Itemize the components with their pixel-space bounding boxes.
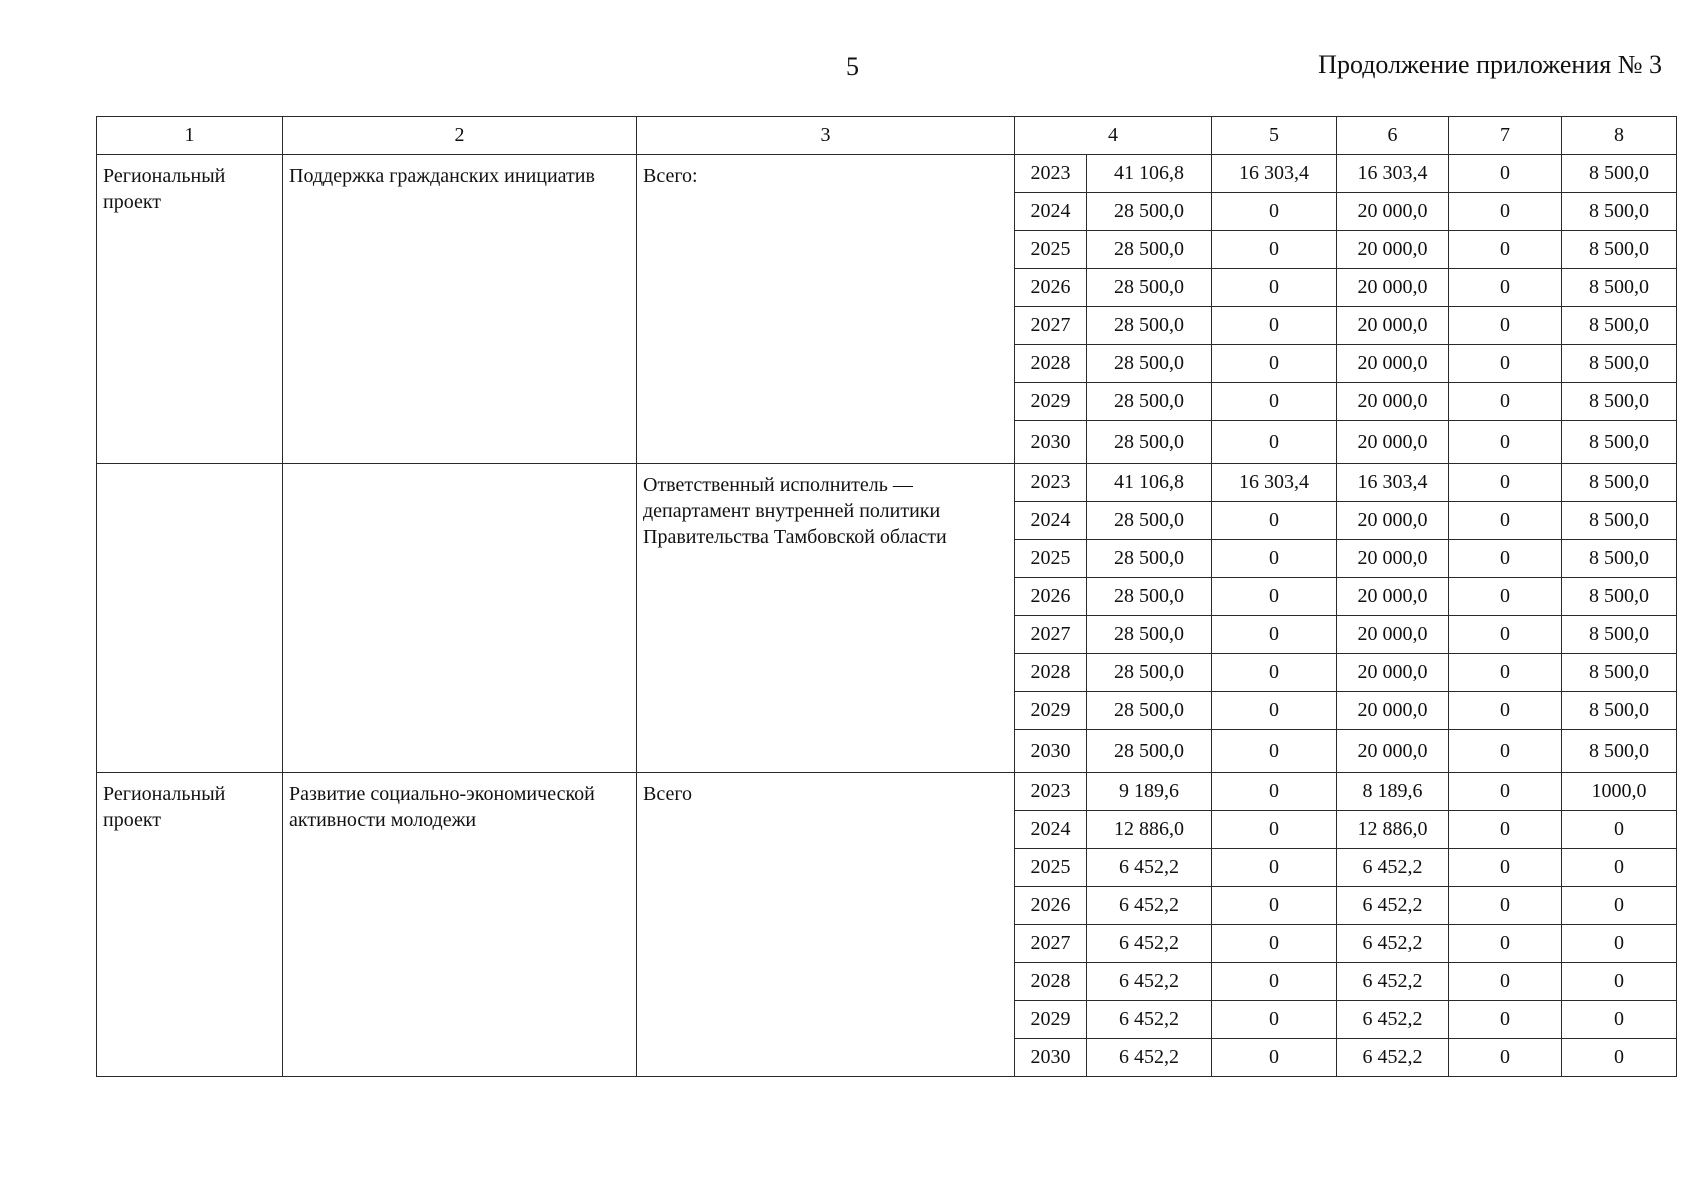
value-cell: 9 189,6 bbox=[1087, 773, 1212, 811]
value-cell: 0 bbox=[1212, 269, 1337, 307]
value-cell: 20 000,0 bbox=[1337, 540, 1449, 578]
header-cell: 3 bbox=[637, 117, 1015, 155]
value-cell: 0 bbox=[1449, 269, 1562, 307]
year-cell: 2024 bbox=[1015, 193, 1087, 231]
value-cell: 6 452,2 bbox=[1337, 1039, 1449, 1077]
value-cell: 6 452,2 bbox=[1337, 925, 1449, 963]
value-cell: 8 500,0 bbox=[1562, 730, 1677, 773]
value-cell: 0 bbox=[1212, 887, 1337, 925]
value-cell: 12 886,0 bbox=[1337, 811, 1449, 849]
value-cell: 0 bbox=[1212, 540, 1337, 578]
year-cell: 2028 bbox=[1015, 963, 1087, 1001]
value-cell: 6 452,2 bbox=[1337, 849, 1449, 887]
value-cell: 28 500,0 bbox=[1087, 421, 1212, 464]
value-cell: 6 452,2 bbox=[1087, 925, 1212, 963]
value-cell: 0 bbox=[1449, 155, 1562, 193]
value-cell: 0 bbox=[1212, 849, 1337, 887]
value-cell: 0 bbox=[1212, 345, 1337, 383]
value-cell: 0 bbox=[1212, 692, 1337, 730]
value-cell: 0 bbox=[1449, 464, 1562, 502]
value-cell: 0 bbox=[1212, 654, 1337, 692]
value-cell: 8 500,0 bbox=[1562, 502, 1677, 540]
type-cell: Региональный проект bbox=[97, 155, 283, 464]
year-cell: 2023 bbox=[1015, 773, 1087, 811]
value-cell: 0 bbox=[1449, 1039, 1562, 1077]
value-cell: 8 500,0 bbox=[1562, 231, 1677, 269]
value-cell: 0 bbox=[1562, 1001, 1677, 1039]
value-cell: 28 500,0 bbox=[1087, 730, 1212, 773]
value-cell: 20 000,0 bbox=[1337, 193, 1449, 231]
value-cell: 0 bbox=[1212, 307, 1337, 345]
value-cell: 0 bbox=[1212, 811, 1337, 849]
value-cell: 0 bbox=[1449, 773, 1562, 811]
header-cell: 7 bbox=[1449, 117, 1562, 155]
value-cell: 8 500,0 bbox=[1562, 269, 1677, 307]
table-row bbox=[97, 464, 1677, 502]
value-cell: 8 500,0 bbox=[1562, 193, 1677, 231]
header-cell: 5 bbox=[1212, 117, 1337, 155]
value-cell: 28 500,0 bbox=[1087, 383, 1212, 421]
value-cell: 0 bbox=[1449, 654, 1562, 692]
year-cell: 2027 bbox=[1015, 925, 1087, 963]
value-cell: 20 000,0 bbox=[1337, 654, 1449, 692]
value-cell: 6 452,2 bbox=[1087, 849, 1212, 887]
value-cell: 0 bbox=[1449, 730, 1562, 773]
year-cell: 2023 bbox=[1015, 155, 1087, 193]
value-cell: 20 000,0 bbox=[1337, 692, 1449, 730]
value-cell: 20 000,0 bbox=[1337, 616, 1449, 654]
value-cell: 28 500,0 bbox=[1087, 578, 1212, 616]
year-cell: 2030 bbox=[1015, 421, 1087, 464]
value-cell: 0 bbox=[1449, 193, 1562, 231]
value-cell: 0 bbox=[1449, 383, 1562, 421]
year-cell: 2030 bbox=[1015, 730, 1087, 773]
header-cell: 1 bbox=[97, 117, 283, 155]
value-cell: 0 bbox=[1449, 345, 1562, 383]
value-cell: 41 106,8 bbox=[1087, 464, 1212, 502]
value-cell: 20 000,0 bbox=[1337, 231, 1449, 269]
value-cell: 8 500,0 bbox=[1562, 654, 1677, 692]
table-body bbox=[97, 155, 1677, 1077]
value-cell: 8 189,6 bbox=[1337, 773, 1449, 811]
value-cell: 0 bbox=[1449, 811, 1562, 849]
year-cell: 2029 bbox=[1015, 383, 1087, 421]
value-cell: 20 000,0 bbox=[1337, 578, 1449, 616]
year-cell: 2027 bbox=[1015, 307, 1087, 345]
value-cell: 28 500,0 bbox=[1087, 502, 1212, 540]
year-cell: 2025 bbox=[1015, 231, 1087, 269]
value-cell: 16 303,4 bbox=[1337, 464, 1449, 502]
executor-cell: Всего bbox=[637, 773, 1015, 1077]
value-cell: 20 000,0 bbox=[1337, 307, 1449, 345]
table-row bbox=[97, 773, 1677, 811]
value-cell: 20 000,0 bbox=[1337, 345, 1449, 383]
year-cell: 2026 bbox=[1015, 269, 1087, 307]
value-cell: 0 bbox=[1449, 692, 1562, 730]
value-cell: 0 bbox=[1562, 887, 1677, 925]
name-cell bbox=[283, 464, 637, 773]
year-cell: 2028 bbox=[1015, 345, 1087, 383]
value-cell: 20 000,0 bbox=[1337, 502, 1449, 540]
year-cell: 2026 bbox=[1015, 887, 1087, 925]
value-cell: 6 452,2 bbox=[1337, 1001, 1449, 1039]
value-cell: 8 500,0 bbox=[1562, 616, 1677, 654]
name-cell: Развитие социально-экономической активности молодежи bbox=[283, 773, 637, 1077]
value-cell: 0 bbox=[1449, 887, 1562, 925]
value-cell: 0 bbox=[1212, 502, 1337, 540]
value-cell: 20 000,0 bbox=[1337, 269, 1449, 307]
value-cell: 28 500,0 bbox=[1087, 540, 1212, 578]
year-cell: 2023 bbox=[1015, 464, 1087, 502]
table-row bbox=[97, 155, 1677, 193]
value-cell: 0 bbox=[1562, 849, 1677, 887]
value-cell: 0 bbox=[1449, 925, 1562, 963]
value-cell: 8 500,0 bbox=[1562, 345, 1677, 383]
header-cell: 8 bbox=[1562, 117, 1677, 155]
year-cell: 2026 bbox=[1015, 578, 1087, 616]
value-cell: 0 bbox=[1562, 1039, 1677, 1077]
value-cell: 20 000,0 bbox=[1337, 383, 1449, 421]
value-cell: 41 106,8 bbox=[1087, 155, 1212, 193]
value-cell: 8 500,0 bbox=[1562, 692, 1677, 730]
type-cell: Региональный проект bbox=[97, 773, 283, 1077]
header-cell: 4 bbox=[1015, 117, 1212, 155]
value-cell: 0 bbox=[1562, 925, 1677, 963]
value-cell: 0 bbox=[1212, 616, 1337, 654]
value-cell: 16 303,4 bbox=[1212, 155, 1337, 193]
year-cell: 2030 bbox=[1015, 1039, 1087, 1077]
value-cell: 0 bbox=[1449, 502, 1562, 540]
value-cell: 28 500,0 bbox=[1087, 654, 1212, 692]
budget-table bbox=[96, 116, 1677, 1077]
value-cell: 0 bbox=[1449, 421, 1562, 464]
value-cell: 28 500,0 bbox=[1087, 193, 1212, 231]
value-cell: 0 bbox=[1449, 963, 1562, 1001]
value-cell: 0 bbox=[1212, 1001, 1337, 1039]
header-cell: 6 bbox=[1337, 117, 1449, 155]
value-cell: 0 bbox=[1449, 540, 1562, 578]
value-cell: 28 500,0 bbox=[1087, 345, 1212, 383]
year-cell: 2027 bbox=[1015, 616, 1087, 654]
header-row bbox=[97, 117, 1677, 155]
value-cell: 20 000,0 bbox=[1337, 730, 1449, 773]
value-cell: 8 500,0 bbox=[1562, 307, 1677, 345]
value-cell: 0 bbox=[1212, 578, 1337, 616]
value-cell: 16 303,4 bbox=[1212, 464, 1337, 502]
value-cell: 6 452,2 bbox=[1337, 963, 1449, 1001]
value-cell: 0 bbox=[1212, 1039, 1337, 1077]
value-cell: 0 bbox=[1212, 421, 1337, 464]
executor-cell: Всего: bbox=[637, 155, 1015, 464]
type-cell bbox=[97, 464, 283, 773]
value-cell: 8 500,0 bbox=[1562, 421, 1677, 464]
value-cell: 0 bbox=[1212, 231, 1337, 269]
value-cell: 0 bbox=[1449, 578, 1562, 616]
value-cell: 1000,0 bbox=[1562, 773, 1677, 811]
value-cell: 0 bbox=[1562, 963, 1677, 1001]
year-cell: 2029 bbox=[1015, 1001, 1087, 1039]
header-cell: 2 bbox=[283, 117, 637, 155]
value-cell: 12 886,0 bbox=[1087, 811, 1212, 849]
value-cell: 0 bbox=[1449, 849, 1562, 887]
year-cell: 2025 bbox=[1015, 849, 1087, 887]
value-cell: 28 500,0 bbox=[1087, 616, 1212, 654]
year-cell: 2024 bbox=[1015, 811, 1087, 849]
value-cell: 0 bbox=[1212, 963, 1337, 1001]
value-cell: 28 500,0 bbox=[1087, 307, 1212, 345]
year-cell: 2029 bbox=[1015, 692, 1087, 730]
value-cell: 8 500,0 bbox=[1562, 464, 1677, 502]
value-cell: 6 452,2 bbox=[1087, 963, 1212, 1001]
value-cell: 0 bbox=[1212, 193, 1337, 231]
value-cell: 0 bbox=[1449, 231, 1562, 269]
value-cell: 0 bbox=[1212, 925, 1337, 963]
value-cell: 6 452,2 bbox=[1087, 887, 1212, 925]
value-cell: 20 000,0 bbox=[1337, 421, 1449, 464]
appendix-title: Продолжение приложения № 3 bbox=[1318, 50, 1662, 79]
executor-cell: Ответственный исполнитель — департамент внутренней политики Правительства Тамбовской области bbox=[637, 464, 1015, 773]
year-cell: 2024 bbox=[1015, 502, 1087, 540]
value-cell: 28 500,0 bbox=[1087, 692, 1212, 730]
name-cell: Поддержка гражданских инициатив bbox=[283, 155, 637, 464]
value-cell: 6 452,2 bbox=[1087, 1039, 1212, 1077]
year-cell: 2025 bbox=[1015, 540, 1087, 578]
value-cell: 0 bbox=[1212, 383, 1337, 421]
value-cell: 8 500,0 bbox=[1562, 383, 1677, 421]
value-cell: 8 500,0 bbox=[1562, 540, 1677, 578]
value-cell: 8 500,0 bbox=[1562, 155, 1677, 193]
value-cell: 6 452,2 bbox=[1087, 1001, 1212, 1039]
value-cell: 0 bbox=[1212, 773, 1337, 811]
value-cell: 28 500,0 bbox=[1087, 231, 1212, 269]
value-cell: 0 bbox=[1212, 730, 1337, 773]
value-cell: 28 500,0 bbox=[1087, 269, 1212, 307]
value-cell: 6 452,2 bbox=[1337, 887, 1449, 925]
value-cell: 0 bbox=[1449, 307, 1562, 345]
page-number: 5 bbox=[846, 52, 859, 81]
value-cell: 0 bbox=[1449, 616, 1562, 654]
value-cell: 8 500,0 bbox=[1562, 578, 1677, 616]
value-cell: 0 bbox=[1449, 1001, 1562, 1039]
year-cell: 2028 bbox=[1015, 654, 1087, 692]
value-cell: 16 303,4 bbox=[1337, 155, 1449, 193]
value-cell: 0 bbox=[1562, 811, 1677, 849]
